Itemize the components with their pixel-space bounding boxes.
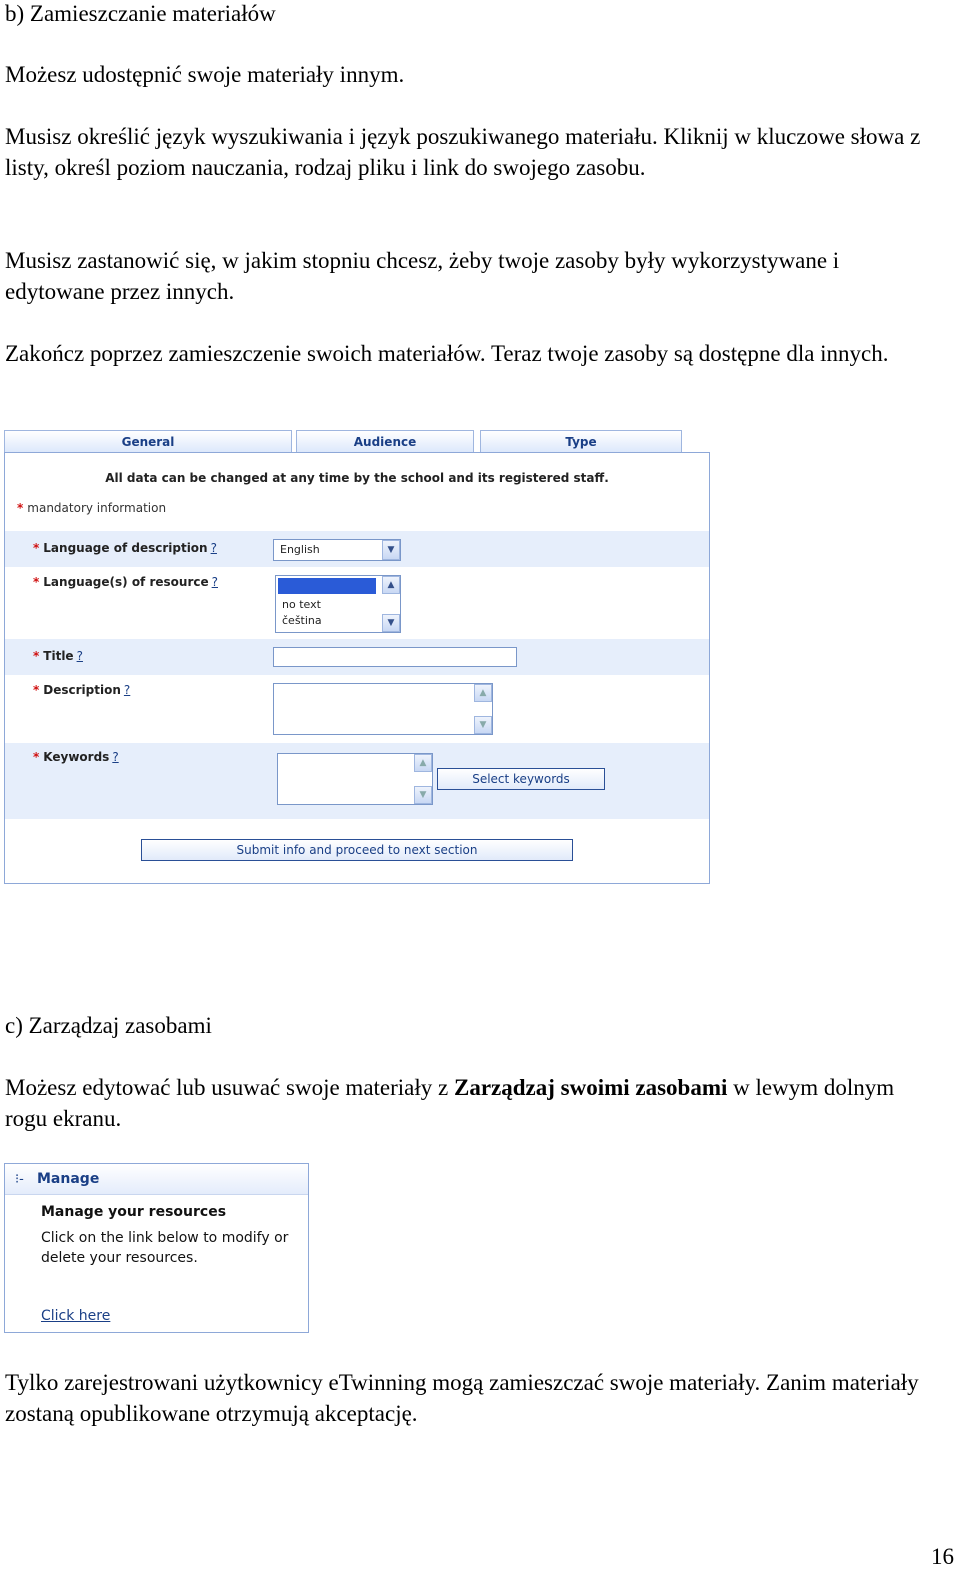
page-number: 16 [931, 1544, 954, 1569]
label-keywords [33, 750, 119, 764]
manage-panel-screenshot [4, 1163, 309, 1333]
collapse-icon[interactable]: ⁝- [15, 1172, 24, 1187]
label-language-description [33, 541, 217, 555]
listbox-selected-row[interactable] [278, 578, 376, 594]
help-link[interactable]: ? [210, 541, 217, 555]
paragraph-closing: Tylko zarejestrowani użytkownicy eTwinning mogą zamieszczać swoje materiały. Zanim materiały zostaną opublikowane otrzymują akceptację. [5, 1370, 919, 1426]
label-text: Language of description [43, 541, 208, 555]
paragraph-manage [5, 1072, 935, 1134]
section-b-heading: b) Zamieszczanie materiałów [5, 1, 276, 26]
scroll-down-icon[interactable]: ▼ [474, 716, 492, 734]
form-tabs [4, 428, 684, 452]
paragraph-share: Możesz udostępnić swoje materiały innym. [5, 62, 405, 87]
label-text: Language(s) of resource [43, 575, 209, 589]
manage-title[interactable]: Manage [37, 1171, 100, 1187]
listbox-option[interactable]: no text [282, 598, 321, 611]
label-description [33, 683, 130, 697]
tab-type[interactable]: Type [480, 430, 682, 453]
form-notice: All data can be changed at any time by the school and its registered staff. [105, 471, 609, 485]
mandatory-note [17, 501, 166, 515]
required-star: * [33, 649, 40, 663]
required-star: * [17, 501, 24, 515]
keywords-textarea[interactable] [277, 753, 433, 805]
upload-form-screenshot [4, 428, 710, 884]
manage-description: Click on the link below to modify or delete your resources. [41, 1230, 289, 1266]
label-text: Title [43, 649, 74, 663]
language-description-select[interactable] [273, 539, 401, 561]
language-description-value: English [280, 543, 320, 556]
paragraph-finish: Zakończ poprzez zamieszczenie swoich materiałów. Teraz twoje zasoby są dostępne dla innych. [5, 341, 889, 366]
scroll-up-icon[interactable]: ▲ [382, 576, 400, 594]
click-here-link[interactable]: Click here [41, 1308, 111, 1324]
paragraph-text: w lewym dolnym rogu ekranu. [5, 1075, 895, 1131]
label-text: Description [43, 683, 121, 697]
manage-header [5, 1164, 308, 1195]
description-textarea[interactable] [273, 683, 493, 735]
required-star: * [33, 541, 40, 555]
title-input[interactable] [273, 647, 517, 667]
help-link[interactable]: ? [76, 649, 83, 663]
help-link[interactable]: ? [123, 683, 131, 697]
manage-resources-emphasis: Zarządzaj swoimi zasobami [453, 1075, 728, 1100]
paragraph-language: Musisz określić język wyszukiwania i język poszukiwanego materiału. Kliknij w kluczowe słowa z listy, określ poziom nauczania, rodzaj pliku i link do swojego zasobu. [5, 124, 921, 180]
label-text: Keywords [43, 750, 110, 764]
scroll-up-icon[interactable]: ▲ [474, 684, 492, 702]
label-language-resource [33, 575, 218, 589]
tab-general[interactable]: General [4, 430, 292, 453]
label-title [33, 649, 83, 663]
form-body [4, 452, 710, 884]
mandatory-label: mandatory information [27, 501, 167, 515]
chevron-down-icon[interactable]: ▼ [382, 540, 400, 560]
section-c-heading: c) Zarządzaj zasobami [5, 1013, 212, 1038]
scroll-down-icon[interactable]: ▼ [414, 786, 432, 804]
select-keywords-button[interactable]: Select keywords [437, 768, 605, 790]
help-link[interactable]: ? [211, 575, 218, 589]
listbox-option[interactable]: čeština [282, 614, 322, 627]
tab-audience[interactable]: Audience [296, 430, 474, 453]
help-link[interactable]: ? [112, 750, 119, 764]
scroll-up-icon[interactable]: ▲ [414, 754, 432, 772]
paragraph-usage: Musisz zastanowić się, w jakim stopniu chcesz, żeby twoje zasoby były wykorzystywane i edytowane przez innych. [5, 248, 840, 304]
submit-button[interactable]: Submit info and proceed to next section [141, 839, 573, 861]
required-star: * [33, 575, 40, 589]
required-star: * [33, 750, 40, 764]
required-star: * [33, 683, 40, 697]
scroll-down-icon[interactable]: ▼ [382, 614, 400, 632]
paragraph-text: Możesz edytować lub usuwać swoje materiały z [5, 1075, 454, 1100]
manage-subtitle: Manage your resources [41, 1204, 227, 1220]
language-resource-listbox[interactable] [275, 575, 401, 633]
